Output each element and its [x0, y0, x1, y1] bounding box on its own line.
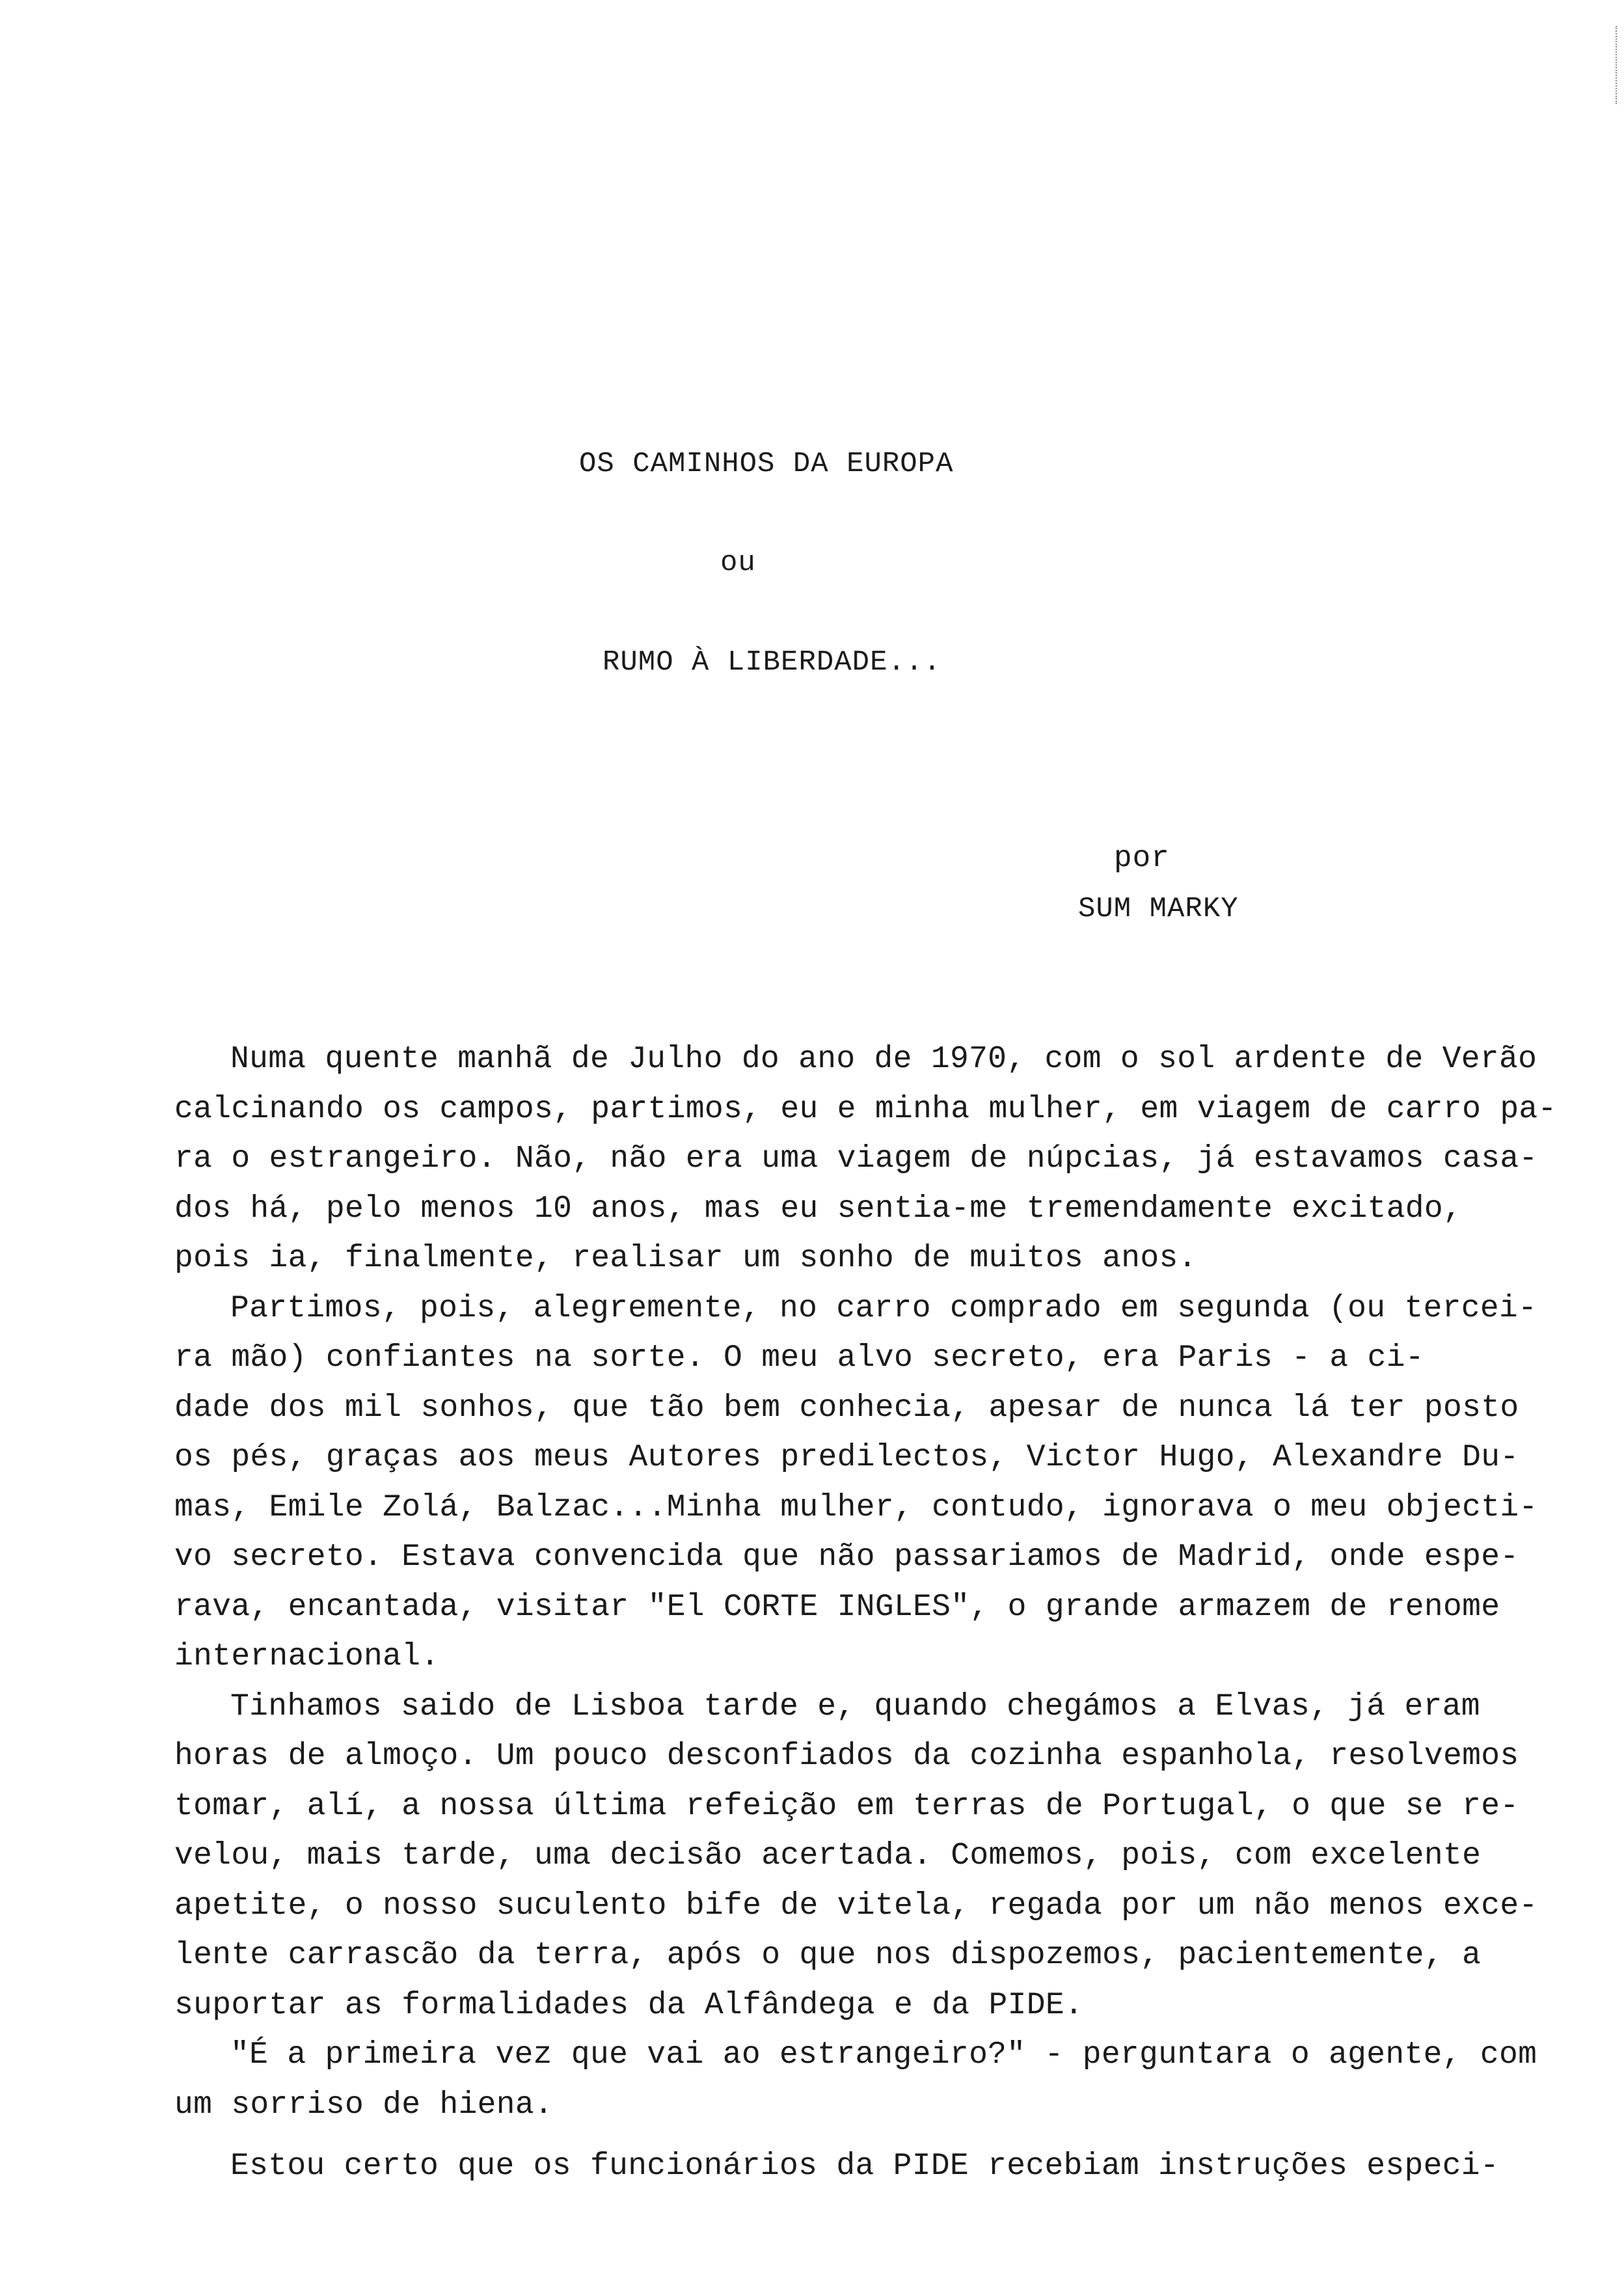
text-line: dos há, pelo menos 10 anos, mas eu sentia-me tremendamente excitado,: [174, 1191, 1463, 1227]
text-line: mas, Emile Zolá, Balzac...Minha mulher, contudo, ignorava o meu objecti-: [174, 1489, 1538, 1525]
text-line: os pés, graças aos meus Autores predilectos, Victor Hugo, Alexandre Du-: [174, 1440, 1519, 1475]
text-line: pois ia, finalmente, realisar um sonho de muitos anos.: [174, 1241, 1197, 1276]
text-line: suportar as formalidades da Alfândega e da PIDE.: [174, 1987, 1084, 2023]
title-line-2: ou: [720, 547, 756, 579]
text-line: ra mão) confiantes na sorte. O meu alvo secreto, era Paris - a ci-: [174, 1340, 1424, 1376]
text-line: Tinhamos saido de Lisboa tarde e, quando chegámos a Elvas, já eram: [230, 1689, 1480, 1724]
title-line-3: RUMO À LIBERDADE...: [602, 646, 941, 679]
text-line: internacional.: [174, 1639, 440, 1674]
text-line: Estou certo que os funcionários da PIDE recebiam instruções especi-: [230, 2149, 1500, 2184]
text-line: Numa quente manhã de Julho do ano de 1970, com o sol ardente de Verão: [230, 1042, 1537, 1077]
text-line: ra o estrangeiro. Não, não era uma viagem de núpcias, já estavamos casa-: [174, 1141, 1538, 1176]
text-line: lente carrascão da terra, após o que nos dispozemos, pacientemente, a: [174, 1938, 1482, 1973]
text-line: vo secreto. Estava convencida que não passariamos de Madrid, onde espe-: [174, 1540, 1519, 1575]
text-line: um sorriso de hiena.: [174, 2087, 554, 2123]
text-line: Partimos, pois, alegremente, no carro comprado em segunda (ou tercei-: [230, 1290, 1537, 1326]
margin-mark: [1616, 26, 1619, 104]
text-line: horas de almoço. Um pouco desconfiados da cozinha espanhola, resolvemos: [174, 1739, 1519, 1774]
text-line: velou, mais tarde, uma decisão acertada. Comemos, pois, com excelente: [174, 1838, 1482, 1873]
text-line: apetite, o nosso suculento bife de vitela, regada por um não menos exce-: [174, 1888, 1538, 1924]
text-line: "É a primeira vez que vai ao estrangeiro?" - perguntara o agente, com: [230, 2037, 1537, 2073]
text-line: dade dos mil sonhos, que tão bem conhecia, apesar de nunca lá ter posto: [174, 1390, 1519, 1426]
title-line-1: OS CAMINHOS DA EUROPA: [579, 448, 954, 480]
text-line: rava, encantada, visitar "El CORTE INGLES", o grande armazem de renome: [174, 1589, 1500, 1625]
byline-prefix: por: [1114, 841, 1170, 875]
body-text: [174, 1035, 1606, 2192]
byline-author: SUM MARKY: [1078, 893, 1239, 925]
text-line: tomar, alí, a nossa última refeição em terras de Portugal, o que se re-: [174, 1788, 1519, 1824]
text-line: calcinando os campos, partimos, eu e minha mulher, em viagem de carro pa-: [174, 1091, 1557, 1127]
